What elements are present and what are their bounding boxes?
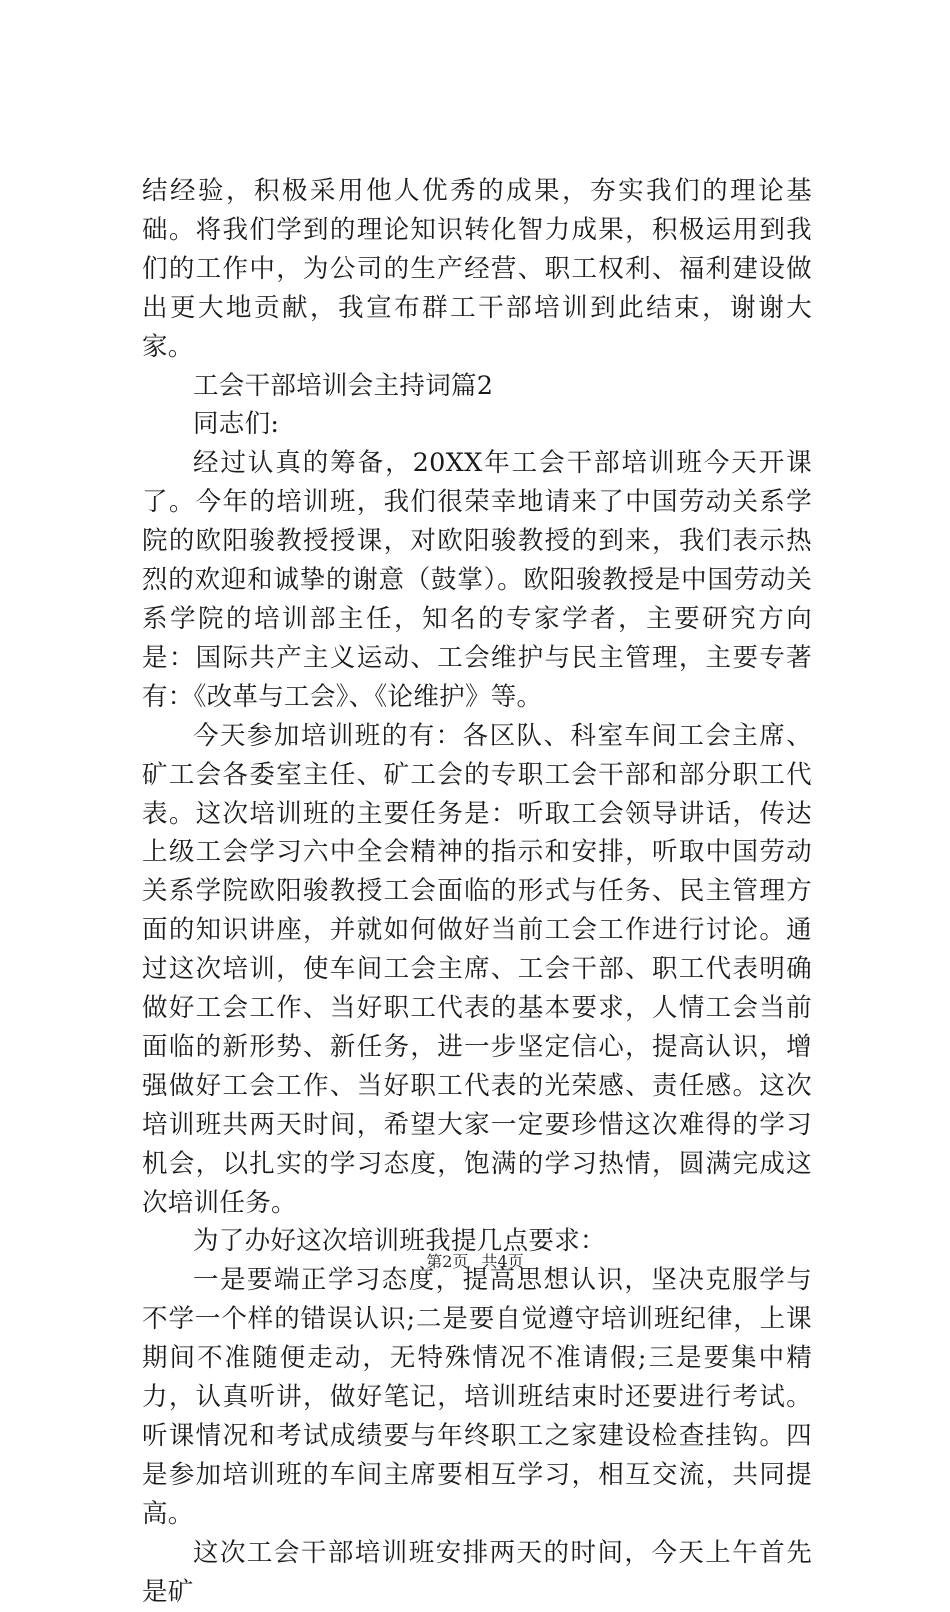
page-footer (0, 1249, 950, 1272)
paragraph-1: 结经验，积极采用他人优秀的成果，夯实我们的理论基础。将我们学到的理论知识转化智力成果，积极运用到我们的工作中，为公司的生产经营、职工权利、福利建设做出更大地贡献，我宣布群工干部培训到此结束，谢谢大家。 (142, 176, 812, 362)
document-body (142, 172, 812, 1612)
page-total: 共4页 (481, 1252, 524, 1271)
salutation: 同志们: (193, 409, 280, 440)
paragraph-6: 为了办好这次培训班我提几点要求： (193, 1226, 606, 1257)
paragraph-7: 一是要端正学习态度，提高思想认识，坚决克服学与不学一个样的错误认识;二是要自觉遵守培训班纪律，上课期间不准随便走动，无特殊情况不准请假;三是要集中精力，认真听讲，做好笔记，培训班结束时还要进行考试。听课情况和考试成绩要与年终职工之家建设检查挂钩。四是参加培训班的车间主席要相互学习，相互交流，共同提高。 (142, 1265, 812, 1529)
paragraph-4: 经过认真的筹备，20XX年工会干部培训班今天开课了。今年的培训班，我们很荣幸地请来了中国劳动关系学院的欧阳骏教授授课，对欧阳骏教授的到来，我们表示热烈的欢迎和诚挚的谢意（鼓掌）。欧阳骏教授是中国劳动关系学院的培训部主任，知名的专家学者，主要研究方向是：国际共产主义运动、工会维护与民主管理，主要专著有：《改革与工会》、《论维护》等。 (142, 448, 812, 712)
paragraph-5: 今天参加培训班的有：各区队、科室车间工会主席、矿工会各委室主任、矿工会的专职工会干部和部分职工代表。这次培训班的主要任务是：听取工会领导讲话，传达上级工会学习六中全会精神的指示和安排，听取中国劳动关系学院欧阳骏教授工会面临的形式与任务、民主管理方面的知识讲座，并就如何做好当前工会工作进行讨论。通过这次培训，使车间工会主席、工会干部、职工代表明确做好工会工作、当好职工代表的基本要求，人情工会当前面临的新形势、新任务，进一步坚定信心，提高认识，增强做好工会工作、当好职工代表的光荣感、责任感。这次培训班共两天时间，希望大家一定要珍惜这次难得的学习机会，以扎实的学习态度，饱满的学习热情，圆满完成这次培训任务。 (142, 720, 812, 1218)
section-heading: 工会干部培训会主持词篇2 (193, 370, 494, 401)
paragraph-8: 这次工会干部培训班安排两天的时间，今天上午首先是矿 (142, 1537, 812, 1607)
page-number: 第2页 (426, 1252, 469, 1271)
